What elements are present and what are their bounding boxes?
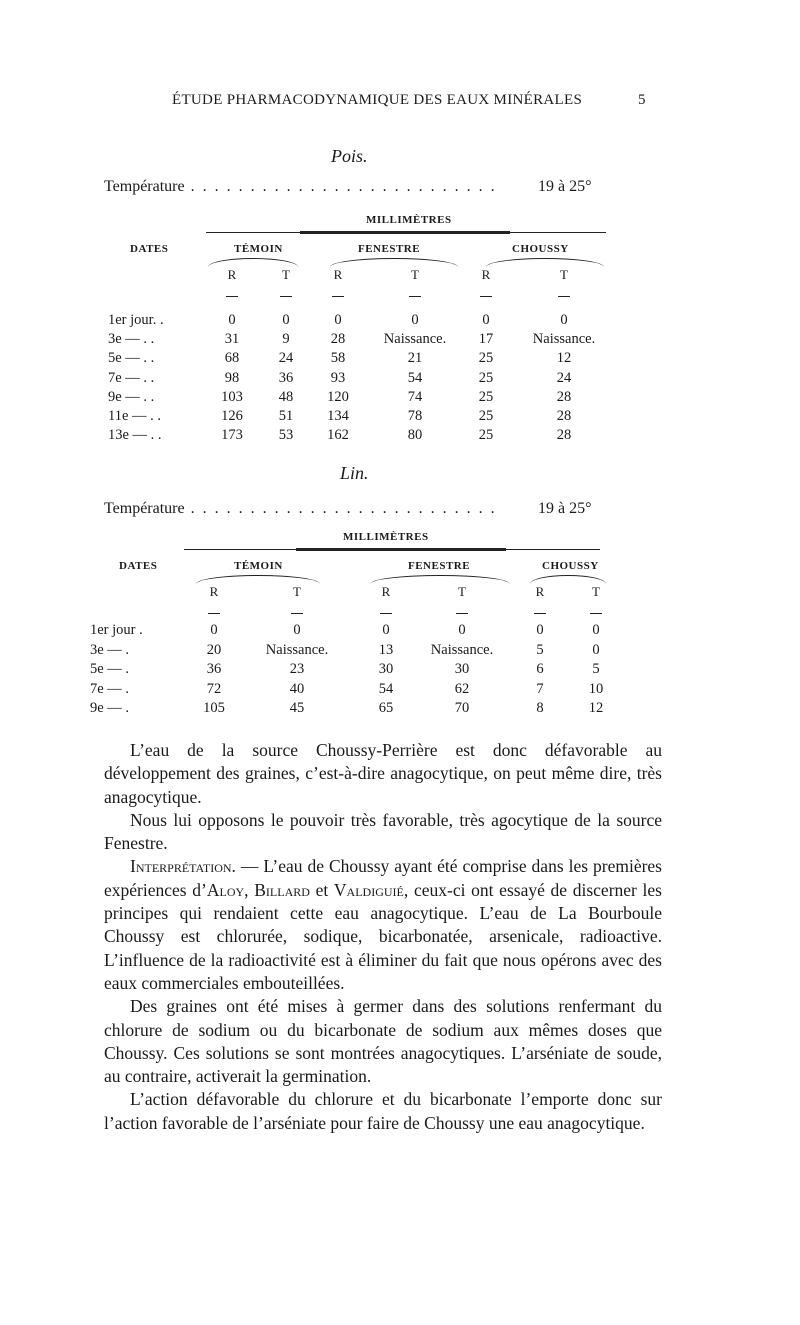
pois-column-rule (480, 296, 492, 297)
pois-cell: 0 (482, 312, 490, 328)
paragraph-4: Des graines ont été mises à germer dans des solutions renfermant du chlorure de sodium ou du bicarbonate de sodium aux mêmes doses que Choussy. Ces solutions se sont montrées anagocytiques. L’arséniate de soude, au contraire, activerait la germination. (104, 996, 662, 1087)
pois-temperature-label: Température . . . . . . . . . . . . . . . . . . . . . . . . . . (104, 178, 497, 195)
lin-temperature-value: 19 à 25° (538, 500, 592, 517)
pois-column-rule (332, 296, 344, 297)
lin-cell: 40 (289, 680, 305, 697)
lin-column-rule (380, 613, 392, 614)
pois-subheader-t: T (411, 267, 419, 282)
lin-group-choussy: CHOUSSY (542, 560, 599, 572)
pois-cell: 24 (278, 350, 294, 367)
lin-cell: 62 (454, 680, 470, 697)
running-header: ÉTUDE PHARMACODYNAMIQUE DES EAUX MINÉRALES (172, 92, 583, 108)
lin-cell: 0 (536, 622, 544, 638)
pois-cell: 12 (556, 350, 572, 367)
pois-millimetres-label: MILLIMÈTRES (366, 214, 452, 226)
paragraph-3-text-a: — L’eau de Choussy ayant été comprise dans les premières expériences d’ (104, 856, 662, 900)
lin-group-temoin: TÉMOIN (234, 560, 283, 572)
pois-temoin-brace (208, 258, 298, 267)
lin-cell: 45 (289, 700, 305, 717)
lin-subheader-t: T (458, 584, 466, 599)
pois-cell: 93 (330, 369, 346, 386)
pois-cell: 28 (556, 408, 572, 424)
pois-cell: 80 (407, 427, 423, 444)
lin-column-rule (456, 613, 468, 614)
pois-group-choussy: CHOUSSY (512, 243, 569, 255)
author-valdiguie: Valdiguié (333, 879, 404, 900)
pois-cell: 53 (278, 427, 294, 444)
pois-cell: 25 (478, 427, 494, 444)
lin-dates-header: DATES (119, 560, 158, 572)
pois-cell: 98 (224, 369, 240, 386)
lin-cell: 36 (206, 661, 222, 678)
pois-cell: 68 (224, 350, 240, 367)
lin-cell: 72 (206, 680, 222, 697)
pois-column-rule (409, 296, 421, 297)
pois-cell: 78 (407, 408, 423, 424)
pois-column-rule (226, 296, 238, 297)
pois-cell: 25 (478, 369, 494, 386)
lin-cell: 5 (536, 641, 544, 658)
lin-cell: 0 (293, 622, 301, 638)
pois-subheader-t: T (560, 267, 568, 282)
body-text (104, 739, 662, 1135)
pois-row-day: 3e — . . (108, 331, 155, 348)
pois-row-day: 7e — . . (108, 369, 155, 386)
lin-subheader-r: R (209, 584, 219, 599)
lin-row-day: 9e — . (90, 700, 130, 717)
pois-cell: 134 (327, 408, 349, 424)
pois-cell: 51 (278, 408, 294, 424)
author-billard: Billard (254, 879, 310, 900)
pois-subheader-r: R (481, 267, 491, 282)
pois-cell: 58 (330, 350, 346, 367)
pois-cell: 0 (282, 312, 290, 328)
pois-cell: 0 (228, 312, 236, 328)
lin-cell: 0 (592, 622, 600, 638)
lin-cell: 6 (536, 661, 544, 678)
pois-cell: 9 (282, 331, 290, 348)
pois-cell: Naissance. (383, 331, 447, 348)
pois-title: Pois. (331, 146, 368, 166)
pois-cell: 48 (278, 388, 294, 405)
page-number: 5 (638, 92, 646, 108)
pois-subheader-r: R (333, 267, 343, 282)
lin-cell: 13 (378, 641, 394, 658)
lin-cell: 20 (206, 641, 222, 658)
lin-cell: 70 (454, 700, 470, 717)
pois-cell: 21 (407, 350, 423, 367)
lin-cell: 10 (588, 680, 604, 697)
lin-cell: 65 (378, 700, 394, 717)
pois-group-temoin: TÉMOIN (234, 243, 283, 255)
pois-cell: 173 (221, 427, 243, 444)
lin-cell: 0 (458, 622, 466, 638)
lin-cell: 30 (378, 661, 394, 678)
paragraph-3-text-c: et (309, 879, 334, 900)
lin-row-day: 1er jour . (90, 622, 143, 638)
pois-cell: 25 (478, 408, 494, 424)
lin-millimetres-label: MILLIMÈTRES (343, 531, 429, 543)
pois-column-rule (558, 296, 570, 297)
pois-cell: 28 (556, 388, 572, 405)
paragraph-3 (104, 855, 662, 995)
lin-temoin-brace (196, 575, 320, 584)
pois-cell: 28 (556, 427, 572, 444)
lin-cell: 8 (536, 700, 544, 717)
pois-cell: 120 (327, 388, 349, 405)
pois-cell: 36 (278, 369, 294, 386)
lin-column-rule (590, 613, 602, 614)
pois-row-day: 11e — . . (108, 408, 162, 424)
pois-column-rule (280, 296, 292, 297)
lin-cell: 0 (210, 622, 218, 638)
lin-cell: Naissance. (430, 641, 494, 658)
pois-cell: 0 (560, 312, 568, 328)
lin-cell: Naissance. (265, 641, 329, 658)
lin-cell: 30 (454, 661, 470, 678)
pois-choussy-brace (486, 258, 604, 267)
pois-millimetres-brace-thick (300, 231, 510, 234)
pois-cell: 31 (224, 331, 240, 348)
lin-column-rule (291, 613, 303, 614)
paragraph-3-text-d: , ceux-ci ont essayé de discerner les principes qui rendaient cette eau anagocytique. L’eau de La Bourboule Choussy est chlorurée, sodique, bicarbonatée, arsenicale, radioactive. L’influence de la radioactivité est à éliminer du fait que nous opérons avec des eaux commerciales embouteillées. (104, 879, 662, 993)
pois-cell: 74 (407, 388, 423, 405)
lin-cell: 23 (289, 661, 305, 678)
pois-cell: 162 (327, 427, 349, 444)
pois-cell: 0 (334, 312, 342, 328)
pois-row-day: 5e — . . (108, 350, 155, 367)
lin-row-day: 3e — . (90, 641, 130, 658)
lin-fenestre-brace (370, 575, 510, 584)
pois-row-day: 9e — . . (108, 388, 155, 405)
pois-cell: 28 (330, 331, 346, 348)
pois-cell: 103 (221, 388, 243, 405)
pois-dates-header: DATES (130, 243, 169, 255)
interpretation-label: Interprétation. (130, 856, 236, 877)
pois-cell: 25 (478, 388, 494, 405)
lin-cell: 12 (588, 700, 604, 717)
pois-group-fenestre: FENESTRE (358, 243, 421, 255)
lin-temperature-label: Température . . . . . . . . . . . . . . . . . . . . . . . . . . (104, 500, 497, 517)
pois-cell: Naissance. (532, 331, 596, 348)
lin-millimetres-brace-thick (296, 548, 506, 551)
pois-cell: 24 (556, 369, 572, 386)
pois-subheader-t: T (282, 267, 290, 282)
paragraph-1: L’eau de la source Choussy-Perrière est donc défavorable au développement des graines, c’est-à-dire anagocytique, on peut même dire, très anagocytique. (104, 740, 662, 807)
pois-row-day: 13e — . . (108, 427, 162, 444)
pois-cell: 126 (221, 408, 243, 424)
lin-cell: 7 (536, 680, 544, 697)
lin-cell: 5 (592, 661, 600, 678)
pois-cell: 0 (411, 312, 419, 328)
paragraph-5: L’action défavorable du chlorure et du bicarbonate l’emporte donc sur l’action favorable de l’arséniate pour faire de Choussy une eau anagocytique. (104, 1089, 662, 1133)
paragraph-3-text-b: , (244, 879, 255, 900)
lin-column-rule (208, 613, 220, 614)
lin-row-day: 7e — . (90, 680, 130, 697)
lin-subheader-r: R (381, 584, 391, 599)
pois-cell: 54 (407, 369, 423, 386)
lin-cell: 0 (592, 641, 600, 658)
lin-cell: 0 (382, 622, 390, 638)
paragraph-2: Nous lui opposons le pouvoir très favorable, très agocytique de la source Fenestre. (104, 809, 662, 854)
lin-group-fenestre: FENESTRE (408, 560, 471, 572)
author-aloy: Aloy (206, 879, 245, 900)
lin-subheader-t: T (293, 584, 301, 599)
pois-subheader-r: R (227, 267, 237, 282)
lin-cell: 105 (203, 700, 225, 717)
pois-cell: 25 (478, 350, 494, 367)
pois-cell: 17 (478, 331, 494, 348)
lin-column-rule (534, 613, 546, 614)
lin-row-day: 5e — . (90, 661, 130, 678)
lin-cell: 54 (378, 680, 394, 697)
lin-subheader-t: T (592, 584, 600, 599)
pois-temperature-value: 19 à 25° (538, 178, 592, 195)
pois-fenestre-brace (330, 258, 458, 267)
lin-choussy-brace (530, 575, 606, 584)
pois-row-day: 1er jour. . (108, 312, 164, 328)
lin-subheader-r: R (535, 584, 545, 599)
lin-title: Lin. (340, 463, 369, 483)
